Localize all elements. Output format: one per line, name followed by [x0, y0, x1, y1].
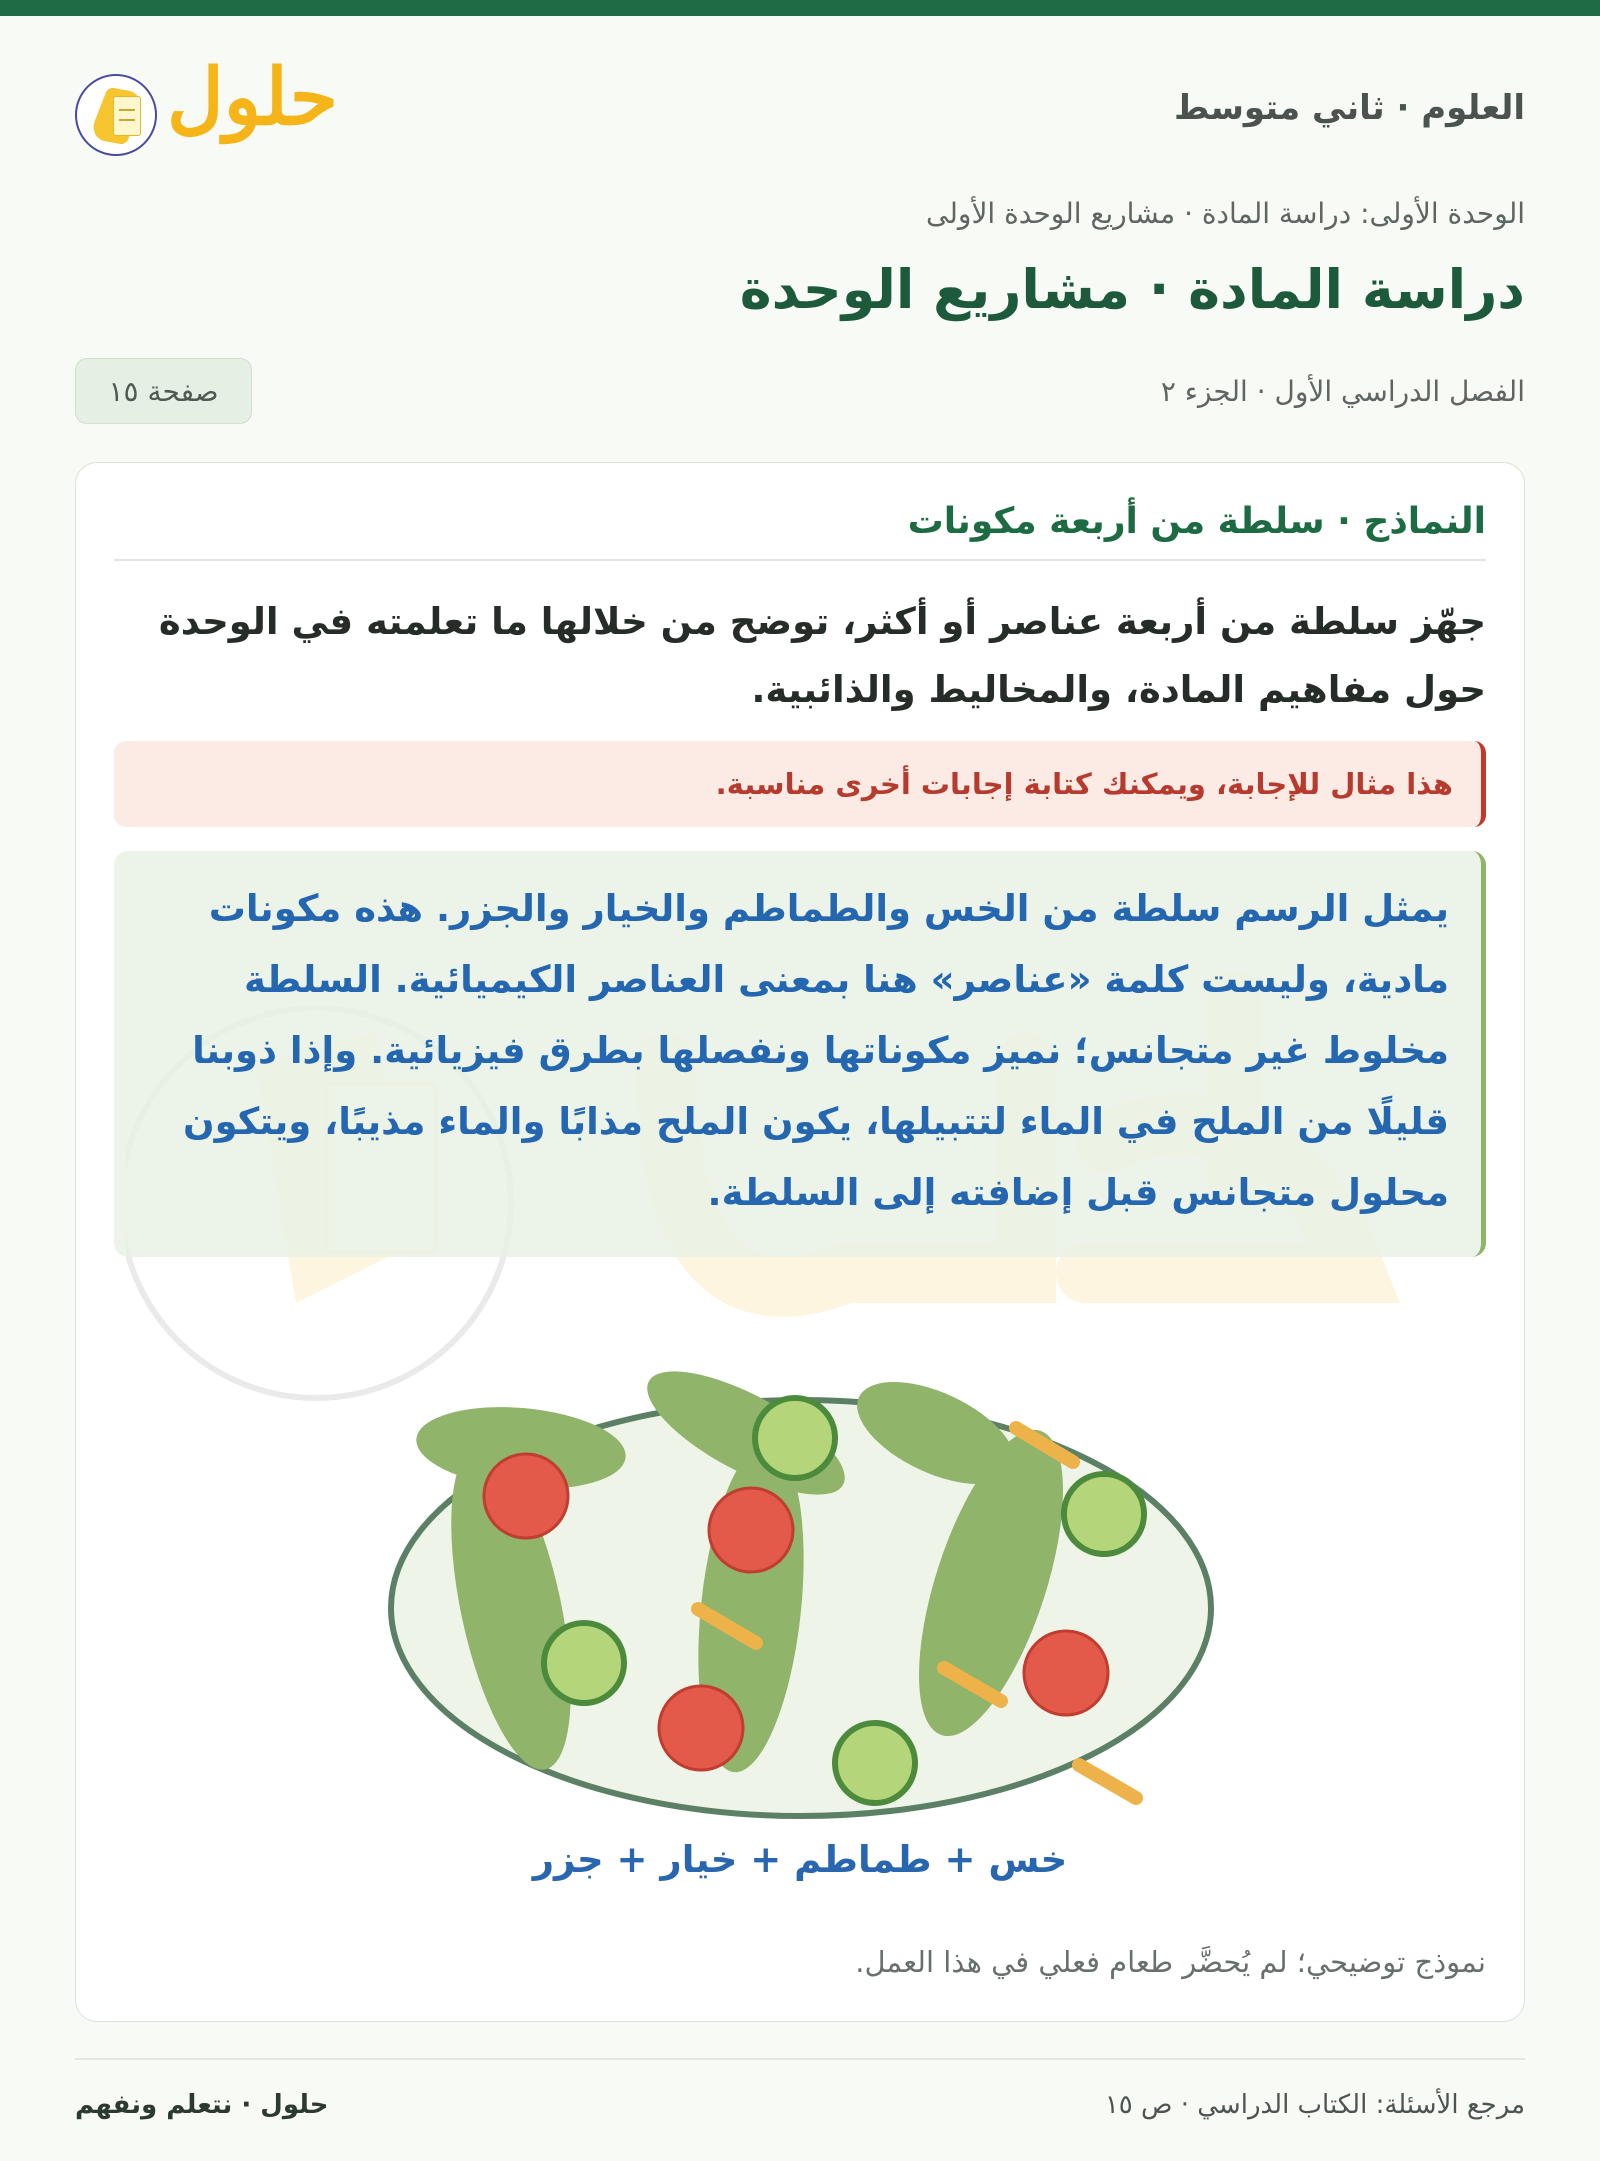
footer-reference: مرجع الأسئلة: الكتاب الدراسي · ص ١٥: [1104, 2090, 1525, 2120]
cucumber-slice: [835, 1723, 915, 1803]
top-accent-bar: [0, 0, 1600, 16]
footer-divider: [75, 2058, 1525, 2060]
page-title: دراسة المادة · مشاريع الوحدة: [739, 258, 1525, 321]
cucumber-slice: [544, 1623, 624, 1703]
disclaimer-text: نموذج توضيحي؛ لم يُحضَّر طعام فعلي في هذا العمل.: [855, 1945, 1486, 1979]
subject-label: العلوم · ثاني متوسط: [1174, 88, 1525, 128]
page-number-badge: صفحة ١٥: [75, 358, 252, 424]
answer-note: هذا مثال للإجابة، ويمكنك كتابة إجابات أخرى مناسبة.: [114, 741, 1486, 827]
carrot-stick: [1079, 1765, 1136, 1798]
cucumber-slice: [1064, 1474, 1144, 1554]
tomato-slice: [659, 1686, 743, 1770]
tomato-slice: [709, 1488, 793, 1572]
cucumber-slice: [755, 1398, 835, 1478]
footer-brand: حلول · نتعلم ونفهم: [75, 2090, 329, 2120]
question-text: جهّز سلطة من أربعة عناصر أو أكثر، توضح من خلالها ما تعلمته في الوحدة حول مفاهيم المادة، والمخاليط والذائبية.: [158, 600, 1486, 711]
section-divider: [114, 559, 1486, 561]
tomato-slice: [484, 1454, 568, 1538]
content-card: [75, 462, 1525, 2022]
logo[interactable]: [75, 52, 345, 160]
logo-text: حلول: [167, 52, 339, 143]
section-title: النماذج · سلطة من أربعة مكونات: [907, 501, 1486, 542]
logo-book-icon: [75, 74, 157, 156]
salad-caption: خس + طماطم + خيار + جزر: [532, 1838, 1068, 1881]
answer-text: يمثل الرسم سلطة من الخس والطماطم والخيار والجزر. هذه مكونات مادية، وليست كلمة «عناصر» هنا بمعنى العناصر الكيميائية. السلطة مخلوط غير متجانس؛ نميز مكوناتها ونفصلها بطرق فيزيائية. وإذا ذوبنا قليلًا من الملح في الماء لتتبيلها، يكون الملح مذابًا والماء مذيبًا، ويتكون محلول متجانس قبل إضافته إلى السلطة.: [114, 851, 1486, 1257]
term-label: الفصل الدراسي الأول · الجزء ٢: [1160, 375, 1525, 408]
page-header: [75, 52, 1525, 160]
salad-illustration: [376, 1338, 1226, 1838]
breadcrumb: الوحدة الأولى: دراسة المادة · مشاريع الوحدة الأولى: [926, 197, 1525, 230]
tomato-slice: [1024, 1631, 1108, 1715]
